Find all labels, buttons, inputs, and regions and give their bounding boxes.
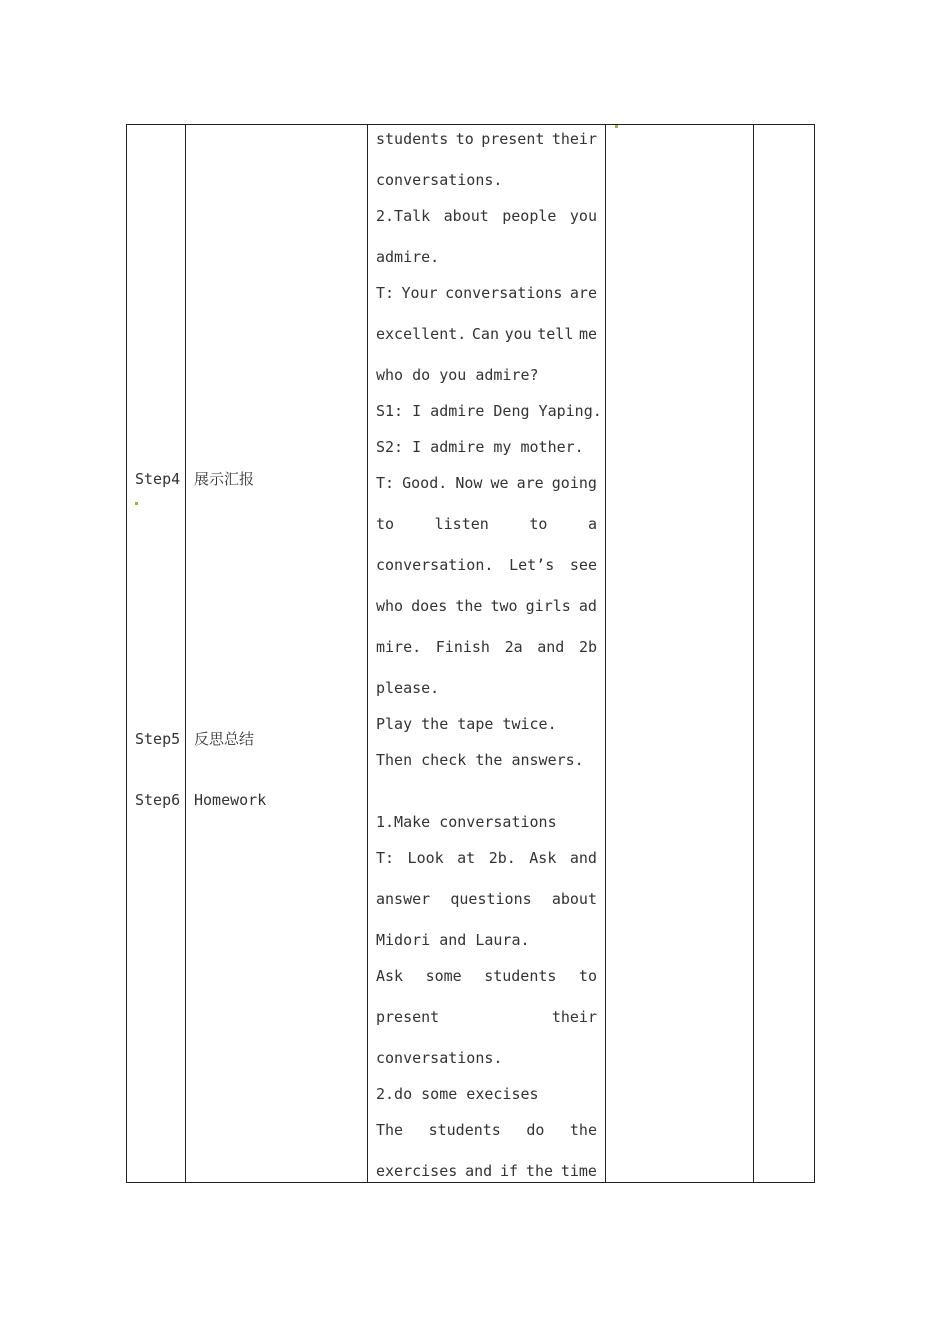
- content-word: the: [569, 1121, 597, 1139]
- content-word: students: [376, 130, 449, 148]
- content-word: admire.: [376, 248, 440, 266]
- content-word: present: [376, 1008, 440, 1026]
- content-word: me: [578, 325, 597, 343]
- content-line: [376, 715, 597, 733]
- content-line: [376, 597, 597, 615]
- content-word: some: [425, 967, 462, 985]
- content-word: two: [490, 597, 518, 615]
- content-word: conversations.: [376, 171, 503, 189]
- content-word: conversations: [445, 284, 563, 302]
- content-word: ad: [578, 597, 597, 615]
- content-word: their: [551, 1008, 597, 1026]
- content-word: Then check the answers.: [376, 751, 584, 769]
- content-word: mire.: [376, 638, 422, 656]
- content-line: [376, 515, 597, 533]
- content-word: S2: I admire my mother.: [376, 438, 584, 456]
- content-line: [376, 207, 597, 225]
- content-word: do: [526, 1121, 545, 1139]
- content-line: [376, 366, 597, 384]
- step-title: Homework: [194, 791, 267, 809]
- content-line: [376, 1049, 597, 1067]
- content-word: S1: I admire Deng Yaping.: [376, 402, 602, 420]
- edit-mark: [135, 502, 138, 505]
- content-line: [376, 284, 597, 302]
- content-word: see: [569, 556, 597, 574]
- content-word: at: [457, 849, 476, 867]
- content-line: [376, 171, 597, 189]
- content-word: Look: [407, 849, 444, 867]
- content-word: and: [537, 638, 565, 656]
- content-word: 2.do some execises: [376, 1085, 539, 1103]
- content-word: listen: [434, 515, 489, 533]
- step-label: Step5: [135, 730, 181, 748]
- content-line: [376, 813, 597, 831]
- content-line: [376, 1121, 597, 1139]
- content-word: Now: [455, 474, 483, 492]
- content-word: Ask: [529, 849, 557, 867]
- content-word: to: [455, 130, 474, 148]
- column-divider: [753, 125, 754, 1182]
- content-word: Can: [471, 325, 499, 343]
- content-word: to: [376, 515, 395, 533]
- content-word: T:: [376, 284, 395, 302]
- content-line: [376, 402, 602, 420]
- content-word: Let’s: [509, 556, 555, 574]
- edit-mark: [615, 125, 618, 128]
- content-word: please.: [376, 679, 440, 697]
- step-title: 反思总结: [194, 730, 255, 748]
- content-word: Ask: [376, 967, 404, 985]
- content-word: and: [465, 1162, 493, 1180]
- content-word: going: [551, 474, 597, 492]
- content-word: about: [443, 207, 489, 225]
- content-word: who do you admire?: [376, 366, 539, 384]
- content-line: [376, 1008, 597, 1026]
- content-word: are: [516, 474, 544, 492]
- content-word: present: [481, 130, 545, 148]
- content-line: [376, 130, 597, 148]
- content-word: The: [376, 1121, 404, 1139]
- lesson-plan-table: [126, 124, 815, 1183]
- content-word: T:: [376, 849, 395, 867]
- column-divider: [367, 125, 368, 1182]
- content-word: answer: [376, 890, 431, 908]
- content-word: conversation.: [376, 556, 494, 574]
- content-line: [376, 931, 597, 949]
- content-word: the: [525, 1162, 554, 1180]
- content-word: you: [569, 207, 597, 225]
- content-word: questions: [450, 890, 532, 908]
- content-line: [376, 1162, 597, 1180]
- content-word: Finish: [435, 638, 490, 656]
- content-line: [376, 325, 597, 343]
- content-word: to: [578, 967, 597, 985]
- content-word: to: [529, 515, 548, 533]
- step-title: 展示汇报: [194, 470, 255, 488]
- content-line: [376, 849, 597, 867]
- content-word: 2b: [578, 638, 597, 656]
- content-word: excellent.: [376, 325, 467, 343]
- content-word: conversations.: [376, 1049, 503, 1067]
- content-word: you: [504, 325, 532, 343]
- content-word: Your: [401, 284, 438, 302]
- content-word: a: [587, 515, 597, 533]
- column-divider: [185, 125, 186, 1182]
- content-line: [376, 474, 597, 492]
- column-divider: [605, 125, 606, 1182]
- content-line: [376, 1085, 597, 1103]
- content-line: [376, 556, 597, 574]
- content-line: [376, 890, 597, 908]
- content-word: does: [411, 597, 448, 615]
- content-word: the: [455, 597, 483, 615]
- content-word: 2a: [504, 638, 523, 656]
- content-word: T:: [376, 474, 395, 492]
- content-word: and: [569, 849, 597, 867]
- content-word: we: [490, 474, 509, 492]
- content-word: Play the tape twice.: [376, 715, 557, 733]
- content-line: [376, 438, 597, 456]
- content-word: students: [428, 1121, 501, 1139]
- step-label: Step6: [135, 791, 181, 809]
- content-word: are: [569, 284, 597, 302]
- content-word: 2.Talk: [376, 207, 431, 225]
- content-line: [376, 638, 597, 656]
- content-word: if: [500, 1162, 519, 1180]
- content-word: girls: [525, 597, 571, 615]
- content-word: 2b.: [488, 849, 516, 867]
- content-word: Midori and Laura.: [376, 931, 530, 949]
- content-word: exercises: [376, 1162, 458, 1180]
- content-word: tell: [537, 325, 574, 343]
- content-line: [376, 751, 597, 769]
- content-line: [376, 679, 597, 697]
- content-word: Good.: [402, 474, 448, 492]
- content-line: [376, 967, 597, 985]
- content-word: who: [376, 597, 404, 615]
- content-word: students: [484, 967, 557, 985]
- content-word: about: [551, 890, 597, 908]
- content-word: people: [502, 207, 557, 225]
- content-word: time: [560, 1162, 597, 1180]
- content-word: 1.Make conversations: [376, 813, 557, 831]
- step-label: Step4: [135, 470, 181, 488]
- content-line: [376, 248, 597, 266]
- content-word: their: [551, 130, 597, 148]
